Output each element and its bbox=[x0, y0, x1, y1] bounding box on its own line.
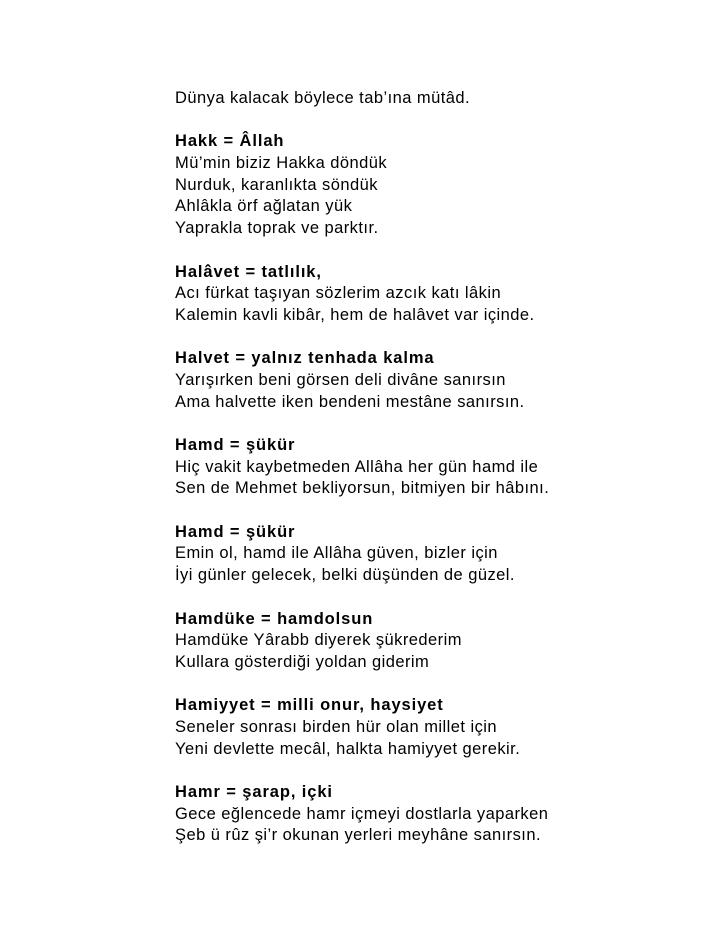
entry-heading: Hamiyyet = milli onur, haysiyet bbox=[175, 696, 444, 715]
entry-heading: Hamr = şarap, içki bbox=[175, 783, 333, 801]
verse-line: Nurduk, karanlıkta söndük bbox=[175, 175, 378, 194]
intro-line: Dünya kalacak böylece tab’ına mütâd. bbox=[175, 89, 471, 107]
verse-line: Kullara gösterdiği yoldan giderim bbox=[175, 652, 430, 671]
verse-line: İyi günler gelecek, belki düşünden de güzel. bbox=[175, 566, 515, 585]
entry-halavet bbox=[175, 262, 695, 327]
verse-line: Hiç vakit kaybetmeden Allâha her gün hamd ile bbox=[175, 457, 539, 476]
entry-hamd-2 bbox=[175, 522, 695, 587]
verse-line: Yeni devlette mecâl, halkta hamiyyet gerekir. bbox=[175, 739, 521, 758]
entry-heading: Hakk = Âllah bbox=[175, 132, 285, 151]
entry-hamduke bbox=[175, 609, 695, 674]
verse-line: Ama halvette iken bendeni mestâne sanırsın. bbox=[175, 392, 525, 411]
entry-hamiyyet bbox=[175, 695, 695, 760]
entry-hamr bbox=[175, 782, 695, 847]
verse-line: Hamdüke Yârabb diyerek şükrederim bbox=[175, 631, 462, 650]
verse-line: Ahlâkla örf ağlatan yük bbox=[175, 197, 353, 216]
verse-line: Emin ol, hamd ile Allâha güven, bizler için bbox=[175, 544, 498, 563]
verse-line: Sen de Mehmet bekliyorsun, bitmiyen bir hâbını. bbox=[175, 479, 550, 498]
verse-line: Acı fürkat taşıyan sözlerim azcık katı lâkin bbox=[175, 284, 502, 303]
entry-hamd-1 bbox=[175, 435, 695, 500]
verse-line: Seneler sonrası birden hür olan millet için bbox=[175, 717, 498, 736]
verse-line: Şeb ü rûz şi’r okunan yerleri meyhâne sanırsın. bbox=[175, 826, 541, 845]
entry-heading: Hamd = şükür bbox=[175, 436, 296, 454]
verse-line: Gece eğlencede hamr içmeyi dostlarla yaparken bbox=[175, 804, 549, 823]
verse-line: Kalemin kavli kibâr, hem de halâvet var içinde. bbox=[175, 305, 535, 324]
verse-line: Yaprakla toprak ve parktır. bbox=[175, 219, 379, 238]
poem-text-block bbox=[175, 88, 695, 847]
entry-halvet bbox=[175, 348, 695, 413]
entry-heading: Halvet = yalnız tenhada kalma bbox=[175, 349, 435, 368]
verse-line: Mü’min biziz Hakka döndük bbox=[175, 154, 388, 173]
entry-heading: Hamdüke = hamdolsun bbox=[175, 609, 374, 628]
entry-heading: Halâvet = tatlılık, bbox=[175, 262, 322, 281]
entry-hakk bbox=[175, 131, 695, 239]
verse-line: Yarışırken beni görsen deli divâne sanırsın bbox=[175, 370, 506, 389]
entry-heading: Hamd = şükür bbox=[175, 522, 296, 541]
